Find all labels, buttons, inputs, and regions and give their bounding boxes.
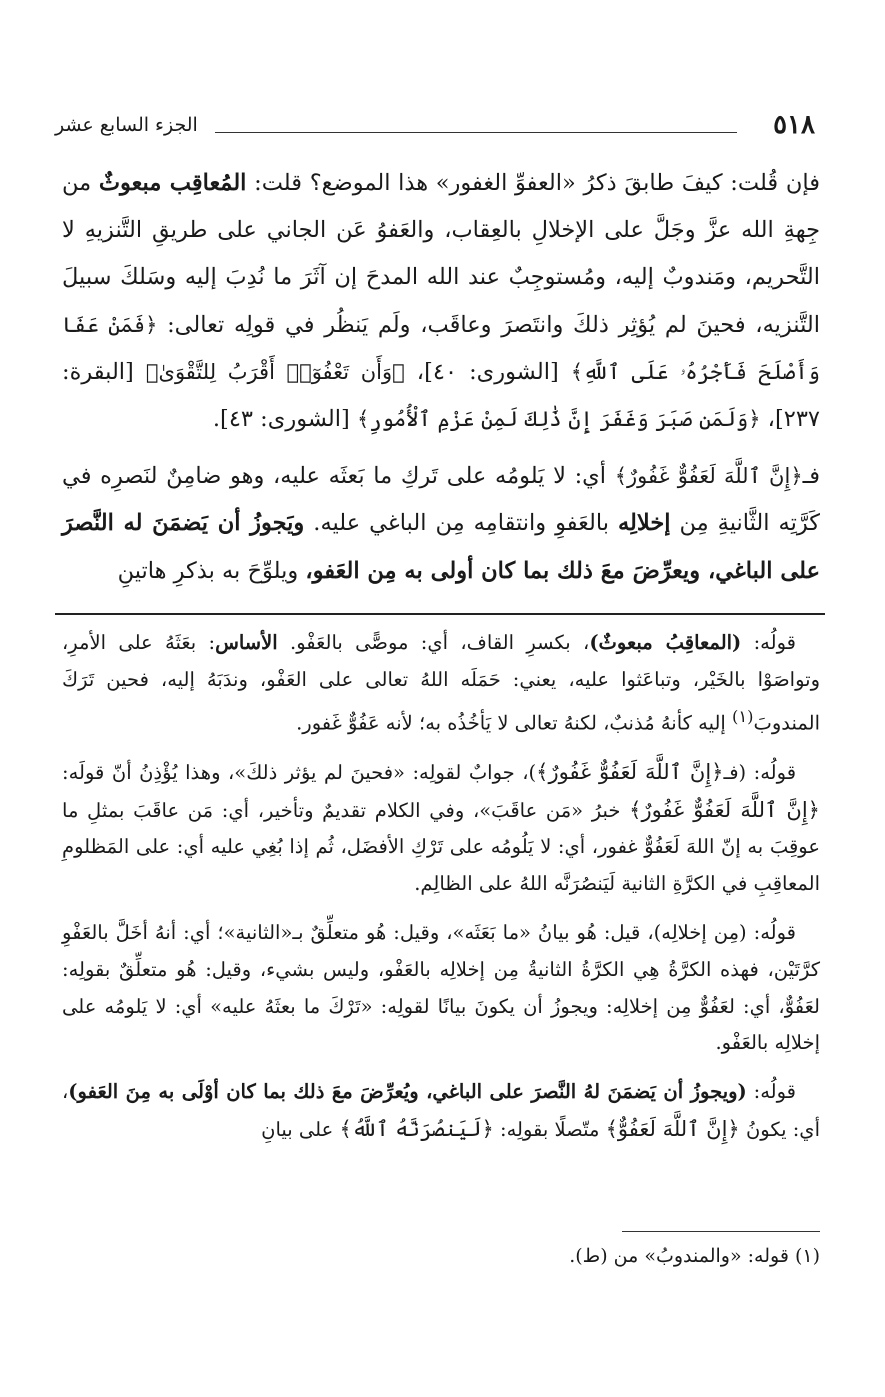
quran-quote: ﴿لَيَنصُرَنَّهُ ٱللَّهُ﴾ <box>339 1117 494 1142</box>
commentary-span: على بيانِ <box>261 1118 340 1142</box>
main-text-span: من جِهةِ الله عزَّ وجَلَّ على الإخلالِ بالعِقاب، والعَفوُ عَن الجاني على طريقِ التَّنزيهِ لا التَّحريم، ومَندوبٌ إليه، ومُستوجِبٌ عند الله المدحَ إن آثَرَ ما نُدِبَ إليه وسَلكَ سبيلَ التَّنزيه، فحينَ لم يُؤثِر ذلكَ وانتَصرَ وعاقَب، ولَم يَنظُر في قولِه تعالى: <box>62 170 820 338</box>
quran-quote: ﴿إِنَّ ٱللَّهَ لَعَفُوٌّ﴾ <box>605 1117 740 1142</box>
commentary <box>62 625 820 1161</box>
verse-reference: [البقرة: ٢٣٧]، <box>62 358 820 433</box>
commentary-span: ، بكسرِ القاف، أي: موصًّى بالعَفْو. <box>277 631 590 654</box>
main-text-span: بالعَفوِ وانتقامِه مِن الباغي عليه. <box>304 510 618 537</box>
commentary-span: )، جوابٌ لقولِه: «فحينَ لم يؤثر ذلكَ»، وهذا يُؤْذِنُ أنّ قولَه: <box>62 760 537 784</box>
main-bold-term: المُعاقِب مبعوثٌ <box>98 170 247 196</box>
main-paragraph <box>62 453 820 595</box>
commentary-span: إليه كأنهُ مُذنبٌ، لكنهُ تعالى لا يَأخُذُه به؛ لأنه عَفُوٌّ غَفور. <box>296 711 733 735</box>
quran-quote: ﴿وَأَن تَعْفُوٓا۟ أَقْرَبُ لِلتَّقْوَىٰ﴾ <box>145 359 405 384</box>
main-text-span: أي: لا يَلومُه على تَركِ ما بَعثَه عليه، وهو ضامِنٌ لنَصرِه في كَرَّتِه الثَّانيةِ مِن <box>62 463 820 537</box>
main-text-span: فـ <box>802 463 820 490</box>
main-bold-term: إخلالِه <box>617 510 671 537</box>
page-header <box>55 110 815 150</box>
quran-quote: ﴿إِنَّ ٱللَّهَ لَعَفُوٌّ غَفُورٌ﴾ <box>536 759 724 784</box>
running-title: الجزء السابع عشر <box>55 114 198 136</box>
commentary-span: : بعَثَهُ على الأمرِ، وتواصَوْا بالخَيْر، وتباعَثوا عليه، يعني: حَمَلَه اللهُ تعالى على العَفْو، وندَبَهُ إليه، فحين تَرَكَ المندوبَ <box>62 631 820 735</box>
main-bold-term: ويَجوزُ أن يَضمَنَ له النَّصرَ على الباغي، ويعرِّضَ معَ ذلك بما كان أولى به مِن العَفو، <box>62 510 820 584</box>
commentary-span: قولُه: (فـ <box>723 760 797 784</box>
commentary-span: قولُه: <box>746 1080 797 1104</box>
quran-quote: ﴿فَمَنْ عَفَا وَأَصْلَحَ فَأَجْرُهُۥ عَلَى ٱللَّهِ﴾ <box>62 312 820 384</box>
quran-quote: ﴿إِنَّ ٱللَّهَ لَعَفُوٌّ غَفُورٌ﴾ <box>629 797 820 822</box>
commentary-bold: (ويجوزُ أن يَضمَنَ لهُ النَّصرَ على الباغي، ويُعرِّضَ معَ ذلك بما كان أوْلَى به مِنَ العَفو) <box>68 1080 747 1104</box>
commentary-paragraph <box>62 915 820 1062</box>
header-rule <box>215 132 737 133</box>
commentary-span: قولُه: (مِن إخلالِه)، قيل: هُو بيانُ «ما بَعَثَه»، وقيل: هُو متعلِّقٌ بـ«الثانية»؛ أي: أنهُ أخَلَّ بالعَفْوِ كرَّتَيْن، فهذه الكرَّةُ هِي الكرَّةُ الثانيةُ مِن إخلالِه بالعَفْو، وليس بشيء، وقيل: هُو متعلِّقٌ بقولِه: لعَفُوٌّ، أي: لعَفُوٌّ مِن إخلالِه: ويجوزُ أن يكونَ بيانًا لقولِه: «تَرْكَ ما بعثَهُ عليه» أي: لا يَلومُه على إخلالِه بالعَفْو. <box>62 921 820 1055</box>
main-text <box>62 160 820 605</box>
commentary-span: قولُه: <box>741 631 796 654</box>
footnote: (١) قوله: «والمندوبُ» من (ط). <box>569 1245 820 1267</box>
footnote-ref: (١) <box>732 706 754 726</box>
main-text-span: فإن قُلت: كيفَ طابقَ ذكرُ «العفوِّ الغفور» هذا الموضع؟ قلت: <box>246 170 820 196</box>
main-text-span: ويلوِّحَ به بذكرِ هاتينِ <box>117 557 306 584</box>
source-name: الأساس <box>215 631 278 654</box>
main-paragraph <box>62 160 820 443</box>
commentary-span: ، أي: يكونُ <box>62 1080 820 1142</box>
verse-reference: [الشورى: ٤٠]، <box>404 358 571 385</box>
commentary-span: خبرُ «مَن عاقَبَ»، وفي الكلام تقديمٌ وتأخير، أي: مَن عاقَبَ بمثلِ ما عوقِبَ به إنّ اللهَ لَعَفُوٌّ غفور، أي: لا يَلُومُه على تَرْكِ الأفضَل، ثُم إذا بُغِي عليه أي: على المَظلومِ المعاقِبِ في الكرَّةِ الثانية لَيَنصُرَنَّه اللهُ على الظالِم. <box>62 798 820 896</box>
quran-quote: ﴿إِنَّ ٱللَّهَ لَعَفُوٌّ غَفُورٌ﴾ <box>614 464 803 489</box>
page-number: ٥١٨ <box>773 110 815 140</box>
quran-quote: ﴿وَلَمَن صَبَرَ وَغَفَرَ إِنَّ ذَٰلِكَ لَمِنْ عَزْمِ ٱلْأُمُورِ﴾ <box>356 407 761 432</box>
footnote-rule <box>622 1231 820 1232</box>
commentary-paragraph <box>62 754 820 903</box>
commentary-paragraph <box>62 1074 820 1149</box>
commentary-bold: (المعاقِبُ مبعوثٌ) <box>589 631 742 654</box>
section-separator <box>55 613 825 615</box>
verse-reference: [الشورى: ٤٣]. <box>212 406 357 433</box>
commentary-span: متّصلًا بقولِه: <box>493 1118 606 1142</box>
commentary-paragraph <box>62 625 820 742</box>
